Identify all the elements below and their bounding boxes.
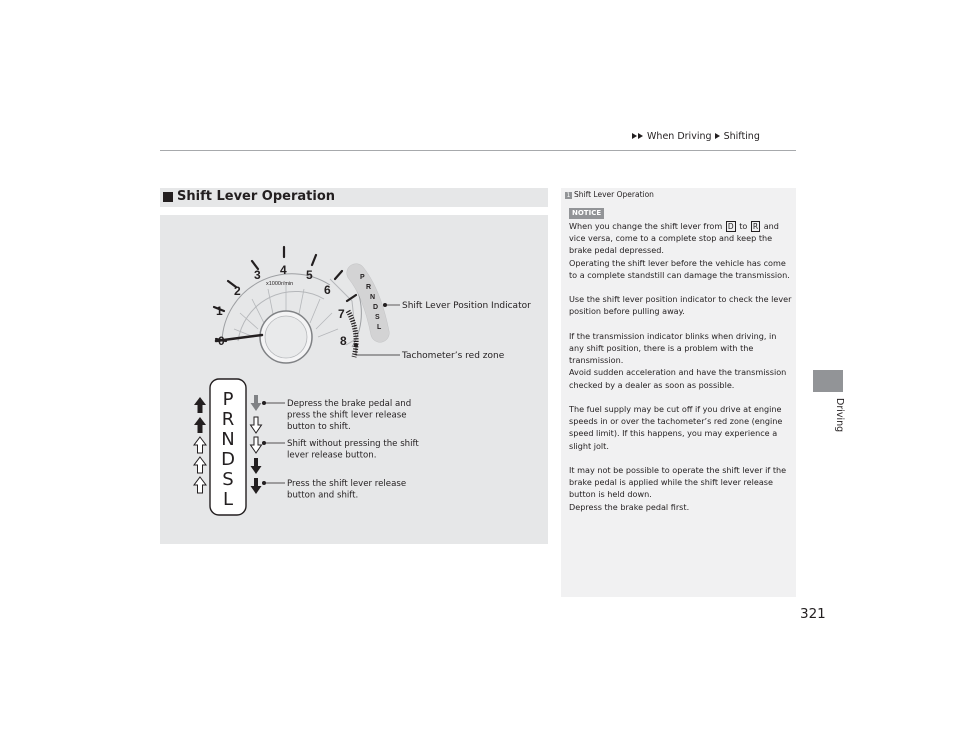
arrow-up-outline-icon bbox=[194, 477, 206, 493]
note-paragraph: Depress the brake pedal first. bbox=[569, 501, 690, 512]
indicator-letter: L bbox=[377, 324, 382, 331]
breadcrumb-item[interactable]: Shifting bbox=[723, 131, 760, 142]
note-body bbox=[569, 220, 793, 513]
key-d: D bbox=[727, 222, 734, 231]
key-r: R bbox=[752, 222, 759, 231]
note-paragraph: Avoid sudden acceleration and have the transmission checked by a dealer as soon as possible. bbox=[569, 367, 787, 390]
breadcrumb bbox=[632, 131, 798, 142]
arrow-up-outline-icon bbox=[194, 457, 206, 473]
svg-text:Shift without pressing the shi: Shift without pressing the shift lever release button. bbox=[287, 439, 419, 461]
section-heading-bar bbox=[160, 188, 548, 207]
heading-square-icon bbox=[163, 192, 173, 202]
arrow-up-outline-icon bbox=[194, 437, 206, 453]
note-paragraph: Operating the shift lever before the vehicle has come to a complete standstill can damage the transmission. bbox=[569, 257, 790, 280]
arrow-right-icon bbox=[632, 133, 637, 139]
gauge-number: 7 bbox=[338, 307, 345, 321]
gate-letter: N bbox=[221, 429, 235, 450]
gauge-unit-label: x1000r/min bbox=[266, 281, 294, 287]
gauge-number: 8 bbox=[340, 334, 347, 348]
side-note-panel bbox=[561, 188, 796, 597]
header-divider bbox=[160, 150, 796, 151]
shift-lever-figure bbox=[160, 215, 548, 544]
arrow-down-filled-icon bbox=[251, 478, 262, 494]
section-side-label: Driving bbox=[834, 398, 845, 433]
arrow-up-filled-icon bbox=[194, 397, 206, 413]
arrow-down-filled-icon bbox=[251, 458, 262, 474]
note-marker-icon: 1 bbox=[566, 192, 571, 199]
note-paragraph: If the transmission indicator blinks when driving, in any shift position, there is a problem with the transmission. bbox=[569, 330, 777, 366]
note-heading bbox=[565, 190, 654, 199]
gate-letter: R bbox=[221, 409, 235, 430]
arrow-up-filled-icon bbox=[194, 417, 206, 433]
gauge-number: 1 bbox=[216, 304, 223, 318]
gate-letter: L bbox=[222, 489, 234, 510]
gauge-number: 3 bbox=[254, 268, 261, 282]
indicator-letter: D bbox=[373, 304, 379, 311]
legend-no-button bbox=[262, 439, 419, 461]
note-paragraph: It may not be possible to operate the shift lever if the brake pedal is applied while the shift lever release button is held down. bbox=[569, 465, 787, 500]
indicator-letter: N bbox=[370, 294, 376, 301]
gate-letter: S bbox=[222, 469, 234, 490]
indicator-letter: S bbox=[375, 314, 380, 321]
callout-indicator-label: Shift Lever Position Indicator bbox=[402, 301, 531, 311]
indicator-letter: R bbox=[366, 284, 372, 291]
arrow-down-outline-icon bbox=[251, 417, 262, 433]
svg-text:Depress the brake pedal andpre: Depress the brake pedal and press the shift lever release button to shift. bbox=[287, 399, 412, 432]
arrow-down-outline-icon bbox=[251, 437, 262, 453]
legend-press-button bbox=[262, 479, 406, 501]
svg-text:Press the shift lever releaseb: Press the shift lever release button and shift. bbox=[287, 479, 407, 501]
gate-letter: P bbox=[222, 389, 234, 410]
note-paragraph: Use the shift lever position indicator to check the lever position before pulling away. bbox=[569, 294, 792, 317]
page-number: 321 bbox=[800, 606, 826, 622]
gauge-number: 6 bbox=[324, 283, 331, 297]
indicator-letter: P bbox=[360, 274, 365, 281]
note-heading-text: Shift Lever Operation bbox=[574, 190, 654, 199]
section-tab-marker bbox=[813, 370, 843, 392]
gauge-number: 5 bbox=[306, 268, 313, 282]
arrow-right-icon bbox=[715, 133, 720, 139]
gauge-number: 2 bbox=[234, 284, 241, 298]
gauge-number: 4 bbox=[280, 263, 287, 277]
section-title: Shift Lever Operation bbox=[177, 189, 336, 204]
note-paragraph: The fuel supply may be cut off if you drive at engine speeds in or over the tachometer’s red zone (engine speed limit). If this happens, you may experience a slight jolt. bbox=[569, 404, 783, 451]
figure-canvas bbox=[160, 215, 548, 544]
arrow-right-icon bbox=[638, 133, 643, 139]
notice-badge: NOTICE bbox=[569, 208, 604, 219]
arrow-down-filled-icon bbox=[251, 395, 262, 411]
gate-letter: D bbox=[221, 449, 235, 470]
gauge-number: 0 bbox=[218, 334, 225, 348]
note-paragraph: When you change the shift lever from D to R and vice versa, come to a complete stop and keep the brake pedal depressed. bbox=[569, 221, 779, 256]
breadcrumb-item[interactable]: When Driving bbox=[647, 131, 712, 142]
legend-brake-and-button bbox=[262, 399, 411, 432]
callout-redzone-label: Tachometer’s red zone bbox=[402, 351, 505, 361]
